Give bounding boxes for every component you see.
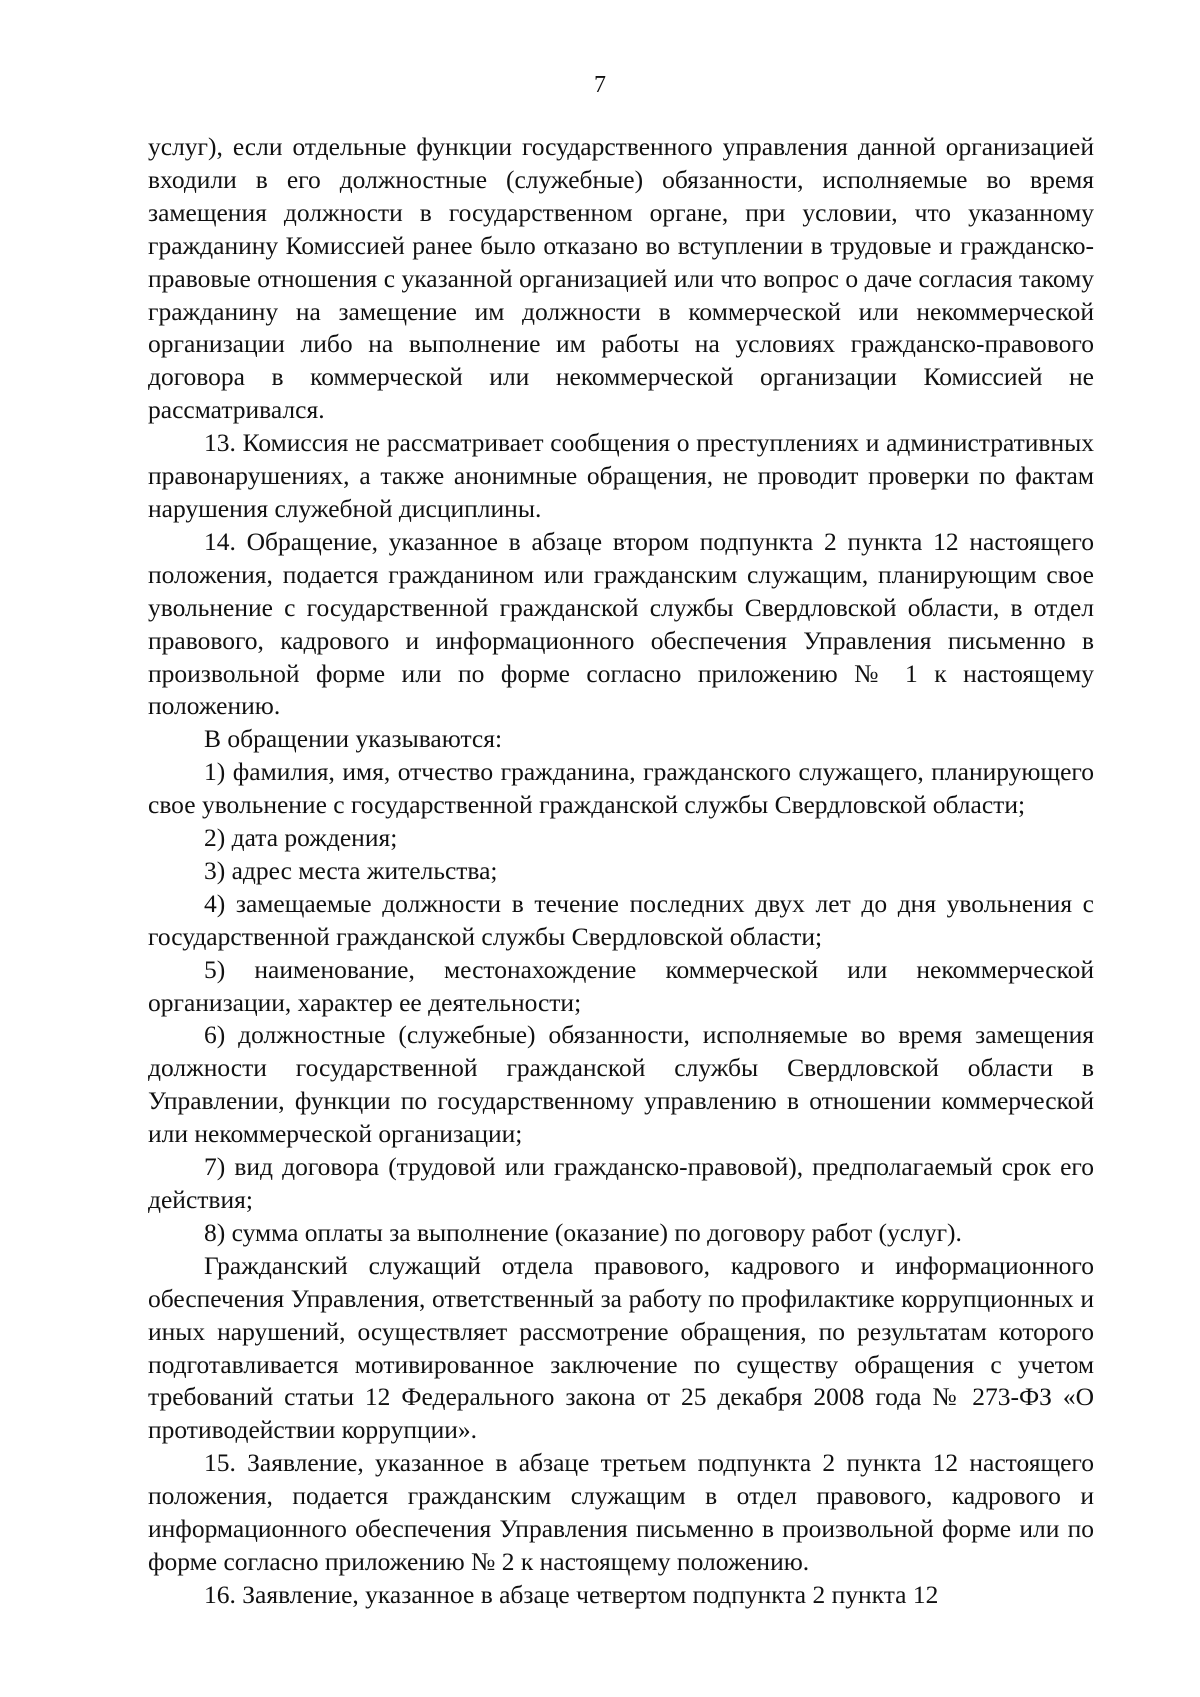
paragraph-review-procedure: Гражданский служащий отдела правового, кадрового и информационного обеспечения Управления, ответственный за работу по профилактике коррупционных и иных нарушений, осуществляет рассмотрение обращения, по результатам которого подготавливается мотивированное заключение по существу обращения с учетом требований статьи 12 Федерального закона от 25 декабря 2008 года № 273-ФЗ «О противодействии коррупции». [148, 1250, 1094, 1445]
list-item-7: 7) вид договора (трудовой или гражданско-правовой), предполагаемый срок его действия; [148, 1152, 1094, 1214]
paragraph-appeal-contents-intro: В обращении указываются: [204, 724, 503, 754]
paragraph-item-16: 16. Заявление, указанное в абзаце четвертом подпункта 2 пункта 12 [204, 1579, 939, 1609]
list-item-6: 6) должностные (служебные) обязанности, исполняемые во время замещения должности государственной гражданской службы Свердловской области в Управлении, функции по государственному управлению в отношении коммерческой или некоммерческой организации; [148, 1020, 1094, 1149]
list-item-2: 2) дата рождения; [204, 823, 398, 853]
paragraph-continuation: услуг), если отдельные функции государственного управления данной организацией входили в его должностные (служебные) обязанности, исполняемые во время замещения должности в государственном органе, при условии, что указанному гражданину Комиссией ранее было отказано во вступлении в трудовые и гражданско-правовые отношения с указанной организацией или что вопрос о даче согласия такому гражданину на замещение им должности в коммерческой или некоммерческой организации либо на выполнение им работы на условиях гражданско-правового договора в коммерческой или некоммерческой организации Комиссией не рассматривался. [148, 132, 1094, 425]
list-item-5: 5) наименование, местонахождение коммерческой или некоммерческой организации, характер ее деятельности; [148, 954, 1094, 1017]
document-body [148, 131, 1094, 1612]
paragraph-item-15: 15. Заявление, указанное в абзаце третьем подпункта 2 пункта 12 настоящего положения, подается гражданским служащим в отдел правового, кадрового и информационного обеспечения Управления письменно в произвольной форме или по форме согласно приложению № 2 к настоящему положению. [148, 1448, 1094, 1576]
page-number: 7 [594, 72, 606, 98]
list-item-3: 3) адрес места жительства; [204, 855, 498, 885]
paragraph-item-13: 13. Комиссия не рассматривает сообщения о преступлениях и административных правонарушениях, а также анонимные обращения, не проводит проверки по фактам нарушения служебной дисциплины. [148, 428, 1094, 523]
paragraph-item-14: 14. Обращение, указанное в абзаце втором подпункта 2 пункта 12 настоящего положения, подается гражданином или гражданским служащим, планирующим свое увольнение с государственной гражданской службы Свердловской области, в отдел правового, кадрового и информационного обеспечения Управления письменно в произвольной форме или по форме согласно приложению № 1 к настоящему положению. [148, 526, 1094, 721]
list-item-1: 1) фамилия, имя, отчество гражданина, гражданского служащего, планирующего свое увольнение с государственной гражданской службы Свердловской области; [148, 757, 1094, 820]
list-item-8: 8) сумма оплаты за выполнение (оказание) по договору работ (услуг). [204, 1217, 962, 1247]
list-item-4: 4) замещаемые должности в течение последних двух лет до дня увольнения с государственной гражданской службы Свердловской области; [148, 888, 1094, 951]
